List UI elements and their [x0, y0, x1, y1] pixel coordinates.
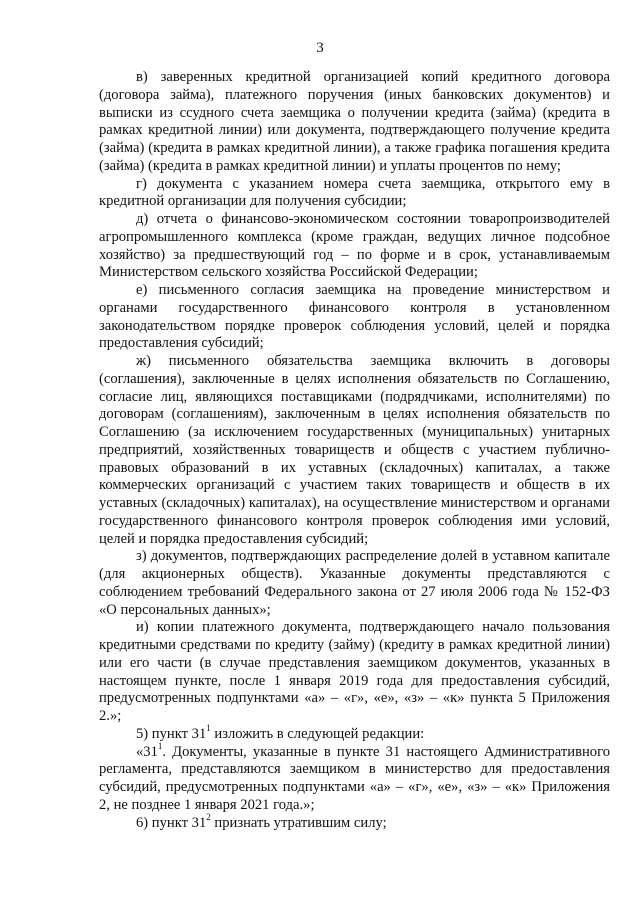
- page-number: 3: [316, 40, 324, 56]
- paragraph-item-6: [99, 811, 610, 833]
- paragraph-zh: ж) письменного обязательства заемщика включить в договоры (соглашения), заключенные в целях исполнения обязательств по Соглашению, согласие лиц, являющихся поставщиками (подрядчиками, исполнителями) по договорам (соглашениям), заключенным в целях исполнения обязательств по Соглашению (за исключением государственных (муниципальных) унитарных предприятий, хозяйственных товариществ и обществ с участием публично-правовых образований в их уставных (складочных) капиталах, а также коммерческих организаций с участием таких товариществ и обществ в их уставных (складочных) капиталах), на осуществление министерством и органами государственного финансового контроля проверок соблюдения ими условий, целей и порядка предоставления субсидий;: [99, 353, 610, 547]
- paragraph-v: в) заверенных кредитной организацией копий кредитного договора (договора займа), платежного поручения (иных банковских документов) и выписки из ссудного счета заемщика о получении кредита (займа) (кредита в рамках кредитной линии) или документа, подтверждающего получение кредита (займа) (кредита в рамках кредитной линии), а также графика погашения кредита (займа) (кредита в рамках кредитной линии) и уплаты процентов по нему;: [99, 69, 610, 174]
- clause-31-1-superscript: 1: [157, 740, 163, 751]
- item-6-superscript: 2: [206, 811, 211, 822]
- clause-31-1-text-end: . Документы, указанные в пункте 31 настоящего Административного регламента, представляются заемщиком в министерство для предоставления субсидий, предусмотренных подпунктами «а» – «г», «е», «з» – «к» Приложения 2, не позднее 1 января 2021 года.»;: [99, 743, 610, 813]
- item-6-text-end: признать утратившим силу;: [210, 814, 387, 831]
- paragraph-item-5: [99, 722, 610, 744]
- paragraph-g: г) документа с указанием номера счета заемщика, открытого ему в кредитной организации для получения субсидии;: [99, 175, 610, 210]
- paragraph-d: д) отчета о финансово-экономическом состоянии товаропроизводителей агропромышленного комплекса (кроме граждан, ведущих личное подсобное хозяйство) за предшествующий год – по форме и в срок, устанавливаемым Министерством сельского хозяйства Российской Федерации;: [99, 211, 610, 281]
- item-5-text-end: изложить в следующей редакции:: [210, 725, 425, 742]
- item-5-superscript: 1: [206, 722, 211, 733]
- paragraph-i: и) копии платежного документа, подтверждающего начало пользования кредитными средствами по кредиту (займу) (кредиту в рамках кредитной линии) или его части (в случае представления заемщиком документов, указанных в настоящем пункте, после 1 января 2019 года для предоставления субсидий, предусмотренных подпунктами «а» – «г», «е», «з» – «к» пункта 5 Приложения 2.»;: [99, 619, 610, 724]
- item-5-text: 5) пункт 31: [136, 725, 207, 742]
- paragraph-31-1: [99, 740, 610, 815]
- document-body: [99, 69, 610, 832]
- paragraph-z: з) документов, подтверждающих распределение долей в уставном капитале (для акционерных обществ). Указанные документы представляются с соблюдением требований Федерального закона от 27 июля 2006 года № 152-ФЗ «О персональных данных»;: [99, 548, 610, 618]
- clause-31-1-text: «31: [136, 743, 158, 760]
- paragraph-e: е) письменного согласия заемщика на проведение министерством и органами государственного финансового контроля в установленном законодательством порядке проверок соблюдения условий, целей и порядка предоставления субсидий;: [99, 282, 610, 352]
- item-6-text: 6) пункт 31: [136, 814, 207, 831]
